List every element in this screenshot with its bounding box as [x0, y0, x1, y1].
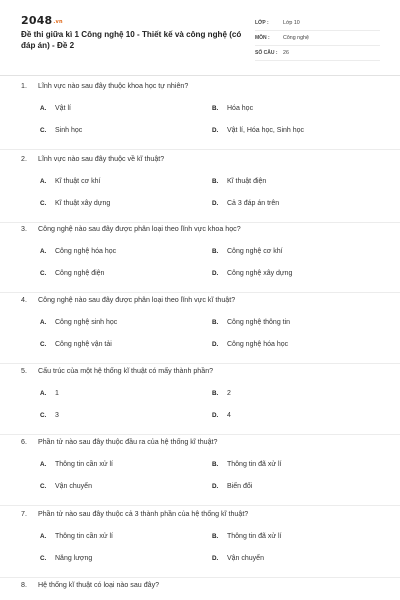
answer-option-a[interactable] [40, 533, 113, 540]
answer-option-b[interactable] [212, 248, 283, 255]
question-divider [0, 222, 400, 223]
option-letter: C. [40, 341, 47, 348]
answer-option-a[interactable] [40, 105, 71, 112]
question-divider [0, 363, 400, 364]
option-letter: B. [212, 178, 219, 185]
answer-option-b[interactable] [212, 105, 253, 112]
option-text: Thông tin cần xử lí [55, 533, 113, 540]
answer-option-d[interactable] [212, 483, 252, 490]
meta-row-count [255, 46, 380, 61]
answer-option-b[interactable] [212, 319, 290, 326]
option-text: Vật lí, Hóa học, Sinh học [227, 127, 305, 134]
question-body: Hệ thống kĩ thuật có loại nào sau đây? [38, 581, 160, 589]
question-text [21, 296, 235, 304]
answer-option-d[interactable] [212, 412, 231, 419]
option-text: 1 [55, 390, 59, 397]
question-number: 5. [21, 367, 27, 375]
option-text: Công nghệ hóa học [227, 341, 289, 348]
option-text: Biến đổi [227, 483, 253, 490]
option-text: Năng lượng [55, 555, 93, 562]
option-letter: D. [212, 412, 219, 419]
answer-option-c[interactable] [40, 270, 104, 277]
option-letter: D. [212, 200, 219, 207]
question-item [0, 581, 400, 600]
option-letter: C. [40, 270, 47, 277]
option-letter: D. [212, 341, 219, 348]
answer-option-a[interactable] [40, 319, 117, 326]
answer-option-b[interactable] [212, 461, 282, 468]
answer-option-a[interactable] [40, 248, 116, 255]
question-number: 8. [21, 581, 27, 589]
answer-option-b[interactable] [212, 178, 266, 185]
site-logo[interactable] [21, 14, 63, 27]
question-text [21, 155, 164, 163]
question-text [21, 438, 217, 446]
answer-option-a[interactable] [40, 390, 59, 397]
option-text: Cả 3 đáp án trên [227, 200, 280, 207]
option-letter: A. [40, 105, 47, 112]
option-letter: B. [212, 105, 219, 112]
question-number: 3. [21, 225, 27, 233]
option-text: Thông tin đã xử lí [227, 533, 282, 540]
question-item [0, 510, 400, 583]
option-text: Công nghệ cơ khí [227, 248, 283, 255]
question-divider [0, 577, 400, 578]
option-letter: A. [40, 319, 47, 326]
question-divider [0, 292, 400, 293]
question-item [0, 225, 400, 298]
option-letter: A. [40, 390, 47, 397]
exam-meta [255, 16, 380, 61]
question-number: 6. [21, 438, 27, 446]
option-letter: B. [212, 319, 219, 326]
question-item [0, 155, 400, 228]
answer-option-c[interactable] [40, 483, 92, 490]
answer-option-d[interactable] [212, 270, 292, 277]
question-body: Công nghệ nào sau đây được phân loại theo lĩnh vực khoa học? [38, 225, 241, 233]
option-text: Vận chuyển [55, 483, 92, 490]
option-letter: B. [212, 248, 219, 255]
option-letter: A. [40, 533, 47, 540]
question-body: Lĩnh vực nào sau đây thuộc khoa học tự nhiên? [38, 82, 189, 90]
option-text: Kĩ thuật xây dựng [55, 200, 111, 207]
answer-option-a[interactable] [40, 461, 113, 468]
question-number: 1. [21, 82, 27, 90]
question-text [21, 510, 248, 518]
logo-text: 2048 [21, 14, 53, 27]
option-letter: D. [212, 555, 219, 562]
option-letter: B. [212, 533, 219, 540]
question-item [0, 367, 400, 440]
answer-option-c[interactable] [40, 127, 82, 134]
option-text: Công nghệ điện [55, 270, 105, 277]
option-text: 4 [227, 412, 231, 419]
option-letter: D. [212, 483, 219, 490]
page-title: Đề thi giữa kì 1 Công nghệ 10 - Thiết kế và công nghệ (có đáp án) - Đề 2 [21, 30, 242, 50]
option-text: Thông tin cần xử lí [55, 461, 113, 468]
question-text [21, 225, 241, 233]
question-divider [0, 434, 400, 435]
meta-label: LỚP : [255, 20, 269, 26]
question-number: 7. [21, 510, 27, 518]
answer-option-d[interactable] [212, 341, 288, 348]
option-text: 3 [55, 412, 59, 419]
option-text: Vật lí [55, 105, 71, 112]
option-letter: C. [40, 200, 47, 207]
option-letter: C. [40, 555, 47, 562]
option-text: Kĩ thuật điện [227, 178, 267, 185]
question-number: 2. [21, 155, 27, 163]
meta-label: SỐ CÂU : [255, 50, 278, 56]
question-divider [0, 505, 400, 506]
answer-option-b[interactable] [212, 533, 282, 540]
option-letter: C. [40, 127, 47, 134]
logo-suffix: .vn [53, 19, 63, 25]
question-number: 4. [21, 296, 27, 304]
header-divider [0, 75, 400, 76]
option-letter: D. [212, 270, 219, 277]
option-letter: D. [212, 127, 219, 134]
question-text [21, 581, 159, 589]
option-letter: A. [40, 248, 47, 255]
answer-option-c[interactable] [40, 341, 112, 348]
option-text: Hóa học [227, 105, 254, 112]
question-divider [0, 149, 400, 150]
question-item [0, 438, 400, 511]
page-header [0, 0, 400, 75]
answer-option-c[interactable] [40, 555, 92, 562]
answer-option-a[interactable] [40, 178, 100, 185]
option-text: Công nghệ hóa học [55, 248, 117, 255]
meta-row-subject [255, 31, 380, 46]
option-text: 2 [227, 390, 231, 397]
option-letter: C. [40, 412, 47, 419]
question-text [21, 82, 188, 90]
meta-value: Lớp 10 [283, 20, 300, 26]
option-text: Thông tin đã xử lí [227, 461, 282, 468]
answer-option-b[interactable] [212, 390, 231, 397]
question-body: Lĩnh vực nào sau đây thuộc về kĩ thuật? [38, 155, 165, 163]
question-body: Cấu trúc của một hệ thống kĩ thuật có mấy thành phần? [38, 367, 214, 375]
meta-row-class [255, 16, 380, 31]
question-item [0, 82, 400, 155]
option-letter: B. [212, 390, 219, 397]
option-letter: C. [40, 483, 47, 490]
meta-value: 26 [283, 50, 289, 56]
answer-option-c[interactable] [40, 200, 110, 207]
option-text: Kĩ thuật cơ khí [55, 178, 101, 185]
question-item [0, 296, 400, 369]
option-letter: A. [40, 178, 47, 185]
meta-label: MÔN : [255, 35, 270, 41]
option-letter: A. [40, 461, 47, 468]
meta-value: Công nghệ [283, 35, 309, 41]
option-text: Công nghệ vận tải [55, 341, 112, 348]
option-text: Công nghệ xây dựng [227, 270, 293, 277]
question-body: Công nghệ nào sau đây được phân loại theo lĩnh vực kĩ thuật? [38, 296, 236, 304]
question-text [21, 367, 213, 375]
option-text: Sinh học [55, 127, 83, 134]
question-body: Phần tử nào sau đây thuộc cả 3 thành phần của hệ thống kĩ thuật? [38, 510, 249, 518]
option-text: Công nghệ sinh học [55, 319, 118, 326]
answer-option-d[interactable] [212, 555, 264, 562]
answer-option-d[interactable] [212, 127, 304, 134]
question-body: Phần tử nào sau đây thuộc đầu ra của hệ thống kĩ thuật? [38, 438, 218, 446]
option-letter: B. [212, 461, 219, 468]
answer-option-c[interactable] [40, 412, 59, 419]
answer-option-d[interactable] [212, 200, 279, 207]
option-text: Vận chuyển [227, 555, 264, 562]
option-text: Công nghệ thông tin [227, 319, 291, 326]
